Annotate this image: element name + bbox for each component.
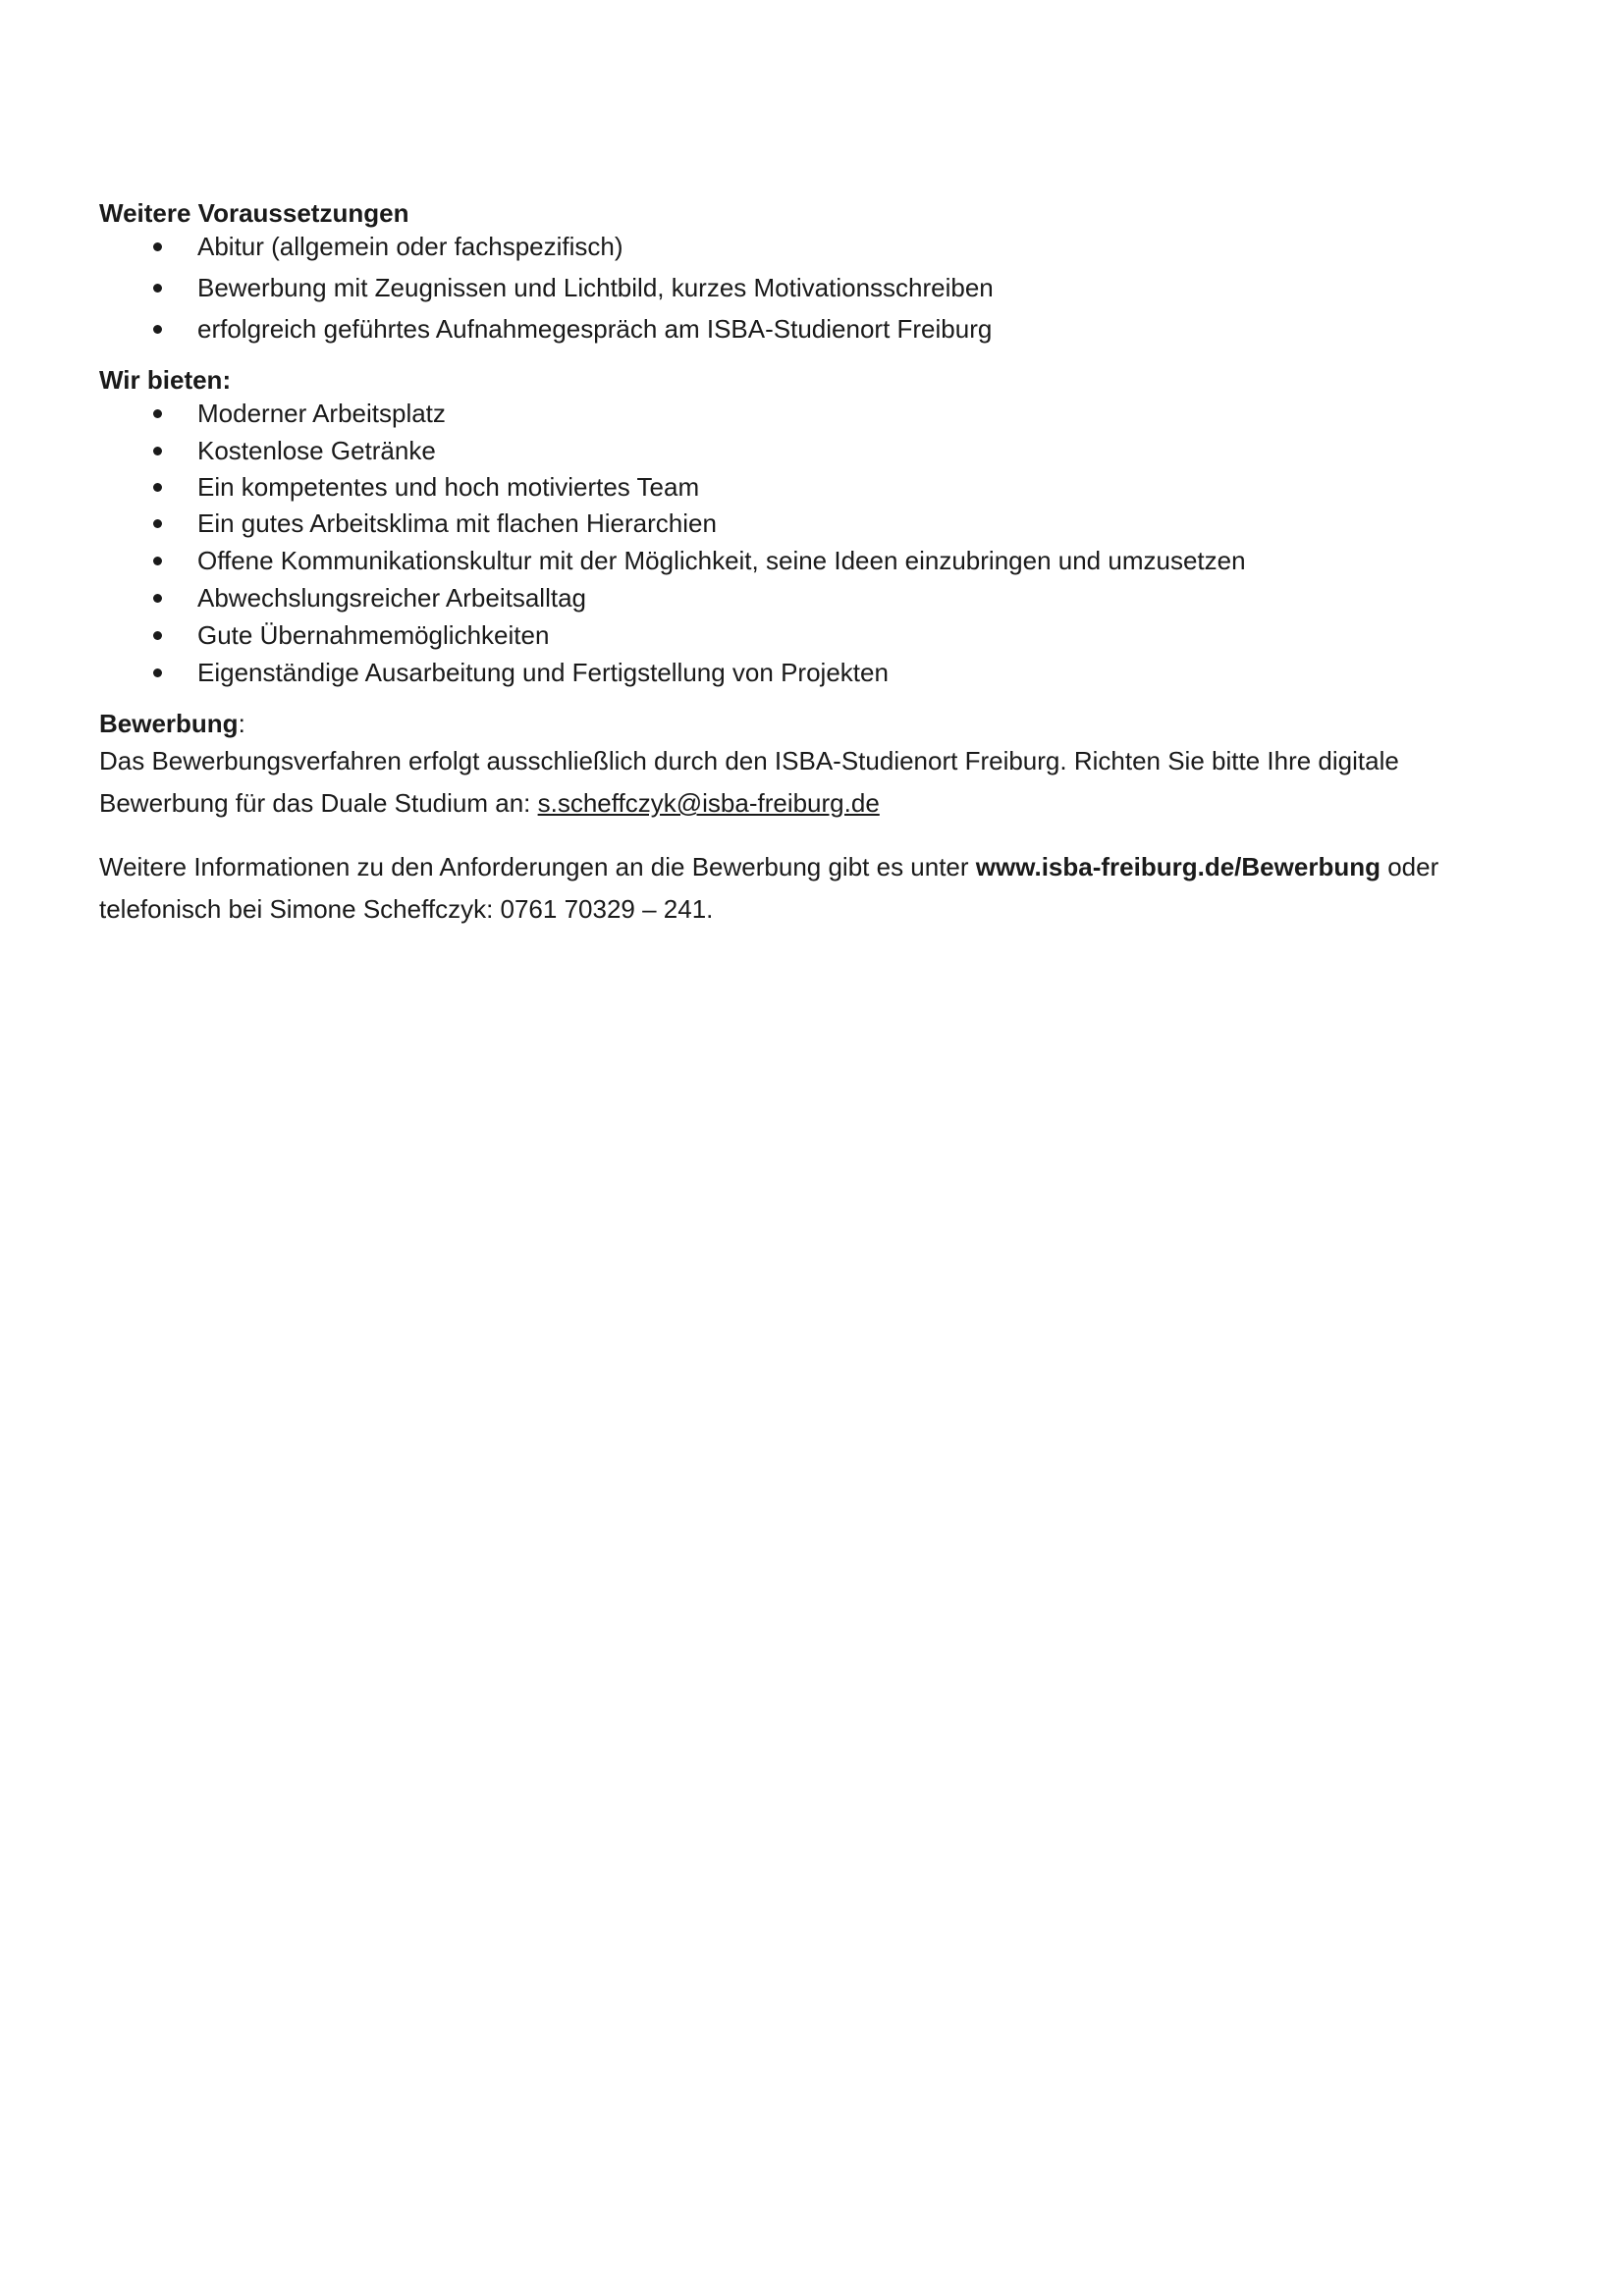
list-item bbox=[99, 507, 1533, 540]
requirements-heading: Weitere Voraussetzungen bbox=[99, 198, 409, 228]
info-paragraph bbox=[99, 846, 1533, 931]
list-item bbox=[99, 434, 1533, 467]
bullet-icon bbox=[153, 409, 162, 418]
list-item-text: Offene Kommunikationskultur mit der Möglichkeit, seine Ideen einzubringen und umzusetzen bbox=[197, 546, 1246, 575]
list-item-text: Ein kompetentes und hoch motiviertes Team bbox=[197, 472, 700, 502]
offer-section bbox=[99, 363, 1533, 689]
bullet-icon bbox=[153, 668, 162, 677]
list-item-text: Abitur (allgemein oder fachspezifisch) bbox=[197, 232, 623, 261]
list-item bbox=[99, 397, 1533, 430]
requirements-section bbox=[99, 196, 1533, 346]
bullet-icon bbox=[153, 447, 162, 455]
application-line-1: Das Bewerbungsverfahren erfolgt ausschließlich durch den ISBA-Studienort Freiburg. Richten Sie bitte Ihre digitale bbox=[99, 746, 1399, 775]
list-item bbox=[99, 470, 1533, 504]
list-item bbox=[99, 312, 1533, 346]
offer-heading: Wir bieten: bbox=[99, 365, 232, 395]
list-item bbox=[99, 230, 1533, 263]
offer-list bbox=[99, 397, 1533, 689]
application-heading-suffix: : bbox=[238, 709, 245, 738]
bullet-icon bbox=[153, 483, 162, 492]
bullet-icon bbox=[153, 631, 162, 640]
requirements-list bbox=[99, 230, 1533, 346]
info-prefix: Weitere Informationen zu den Anforderungen an die Bewerbung gibt es unter bbox=[99, 852, 976, 881]
list-item-text: Abwechslungsreicher Arbeitsalltag bbox=[197, 583, 586, 613]
bullet-icon bbox=[153, 557, 162, 565]
application-line-2-prefix: Bewerbung für das Duale Studium an: bbox=[99, 788, 538, 818]
document-page bbox=[99, 196, 1533, 931]
application-heading bbox=[99, 707, 1533, 740]
email-link[interactable]: s.scheffczyk@isba-freiburg.de bbox=[537, 788, 880, 818]
list-item-text: Kostenlose Getränke bbox=[197, 436, 436, 465]
bullet-icon bbox=[153, 242, 162, 251]
list-item bbox=[99, 581, 1533, 614]
list-item-text: Eigenständige Ausarbeitung und Fertigstellung von Projekten bbox=[197, 658, 889, 687]
list-item bbox=[99, 656, 1533, 689]
application-heading-text: Bewerbung bbox=[99, 709, 239, 738]
bullet-icon bbox=[153, 284, 162, 293]
list-item bbox=[99, 618, 1533, 652]
application-url-link[interactable]: www.isba-freiburg.de/Bewerbung bbox=[975, 852, 1380, 881]
info-suffix: oder bbox=[1380, 852, 1439, 881]
list-item-text: erfolgreich geführtes Aufnahmegespräch am ISBA-Studienort Freiburg bbox=[197, 314, 993, 344]
application-section bbox=[99, 707, 1533, 931]
list-item-text: Moderner Arbeitsplatz bbox=[197, 399, 446, 428]
list-item bbox=[99, 271, 1533, 304]
info-line-2: telefonisch bei Simone Scheffczyk: 0761 70329 – 241. bbox=[99, 894, 714, 924]
bullet-icon bbox=[153, 519, 162, 528]
list-item-text: Bewerbung mit Zeugnissen und Lichtbild, kurzes Motivationsschreiben bbox=[197, 273, 994, 302]
paragraph-spacer bbox=[99, 825, 1533, 846]
application-paragraph bbox=[99, 740, 1533, 825]
bullet-icon bbox=[153, 594, 162, 603]
bullet-icon bbox=[153, 325, 162, 334]
list-item-text: Ein gutes Arbeitsklima mit flachen Hierarchien bbox=[197, 508, 717, 538]
list-item bbox=[99, 544, 1533, 577]
list-item-text: Gute Übernahmemöglichkeiten bbox=[197, 620, 550, 650]
